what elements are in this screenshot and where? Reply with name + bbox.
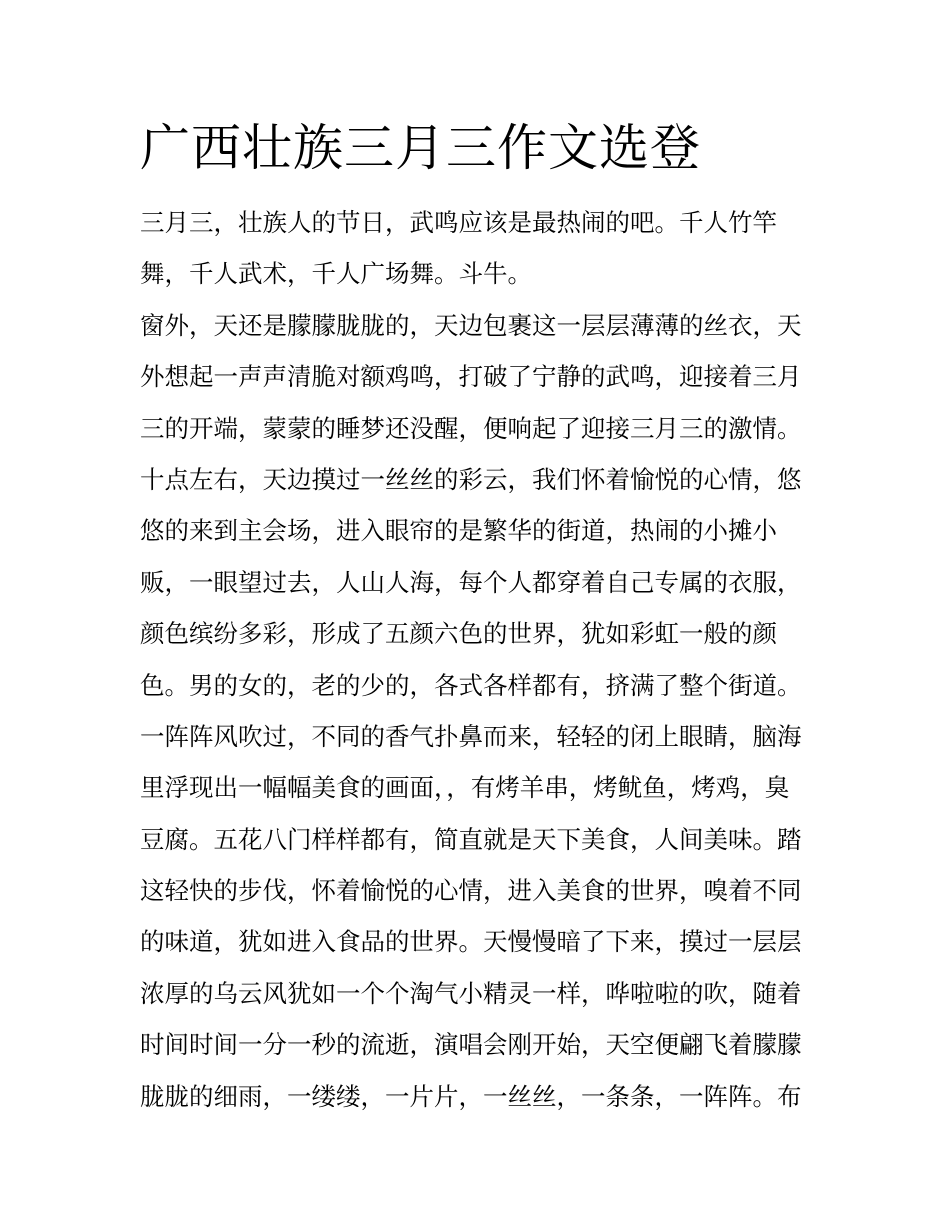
body-line: 十点左右，天边摸过一丝丝的彩云，我们怀着愉悦的心情，悠 — [140, 464, 802, 494]
body-line: 胧胧的细雨，一缕缕，一片片，一丝丝，一条条，一阵阵。布 — [140, 1081, 802, 1111]
document-body — [140, 200, 820, 1125]
body-line: 里浮现出一幅幅美食的画面，，有烤羊串，烤鱿鱼，烤鸡，臭 — [140, 773, 790, 803]
body-line: 三月三，壮族人的节日，武鸣应该是最热闹的吧。千人竹竿 — [140, 208, 777, 237]
body-line: 贩，一眼望过去，人山人海，每个人都穿着自己专属的衣服， — [140, 567, 802, 597]
body-line: 色。男的女的，老的少的，各式各样都有，挤满了整个街道。 — [140, 670, 802, 700]
document-title: 广西壮族三月三作文选登 — [140, 119, 701, 177]
body-line: 豆腐。五花八门样样都有，简直就是天下美食，人间美味。踏 — [140, 824, 802, 854]
body-line: 一阵阵风吹过，不同的香气扑鼻而来，轻轻的闭上眼睛，脑海 — [140, 721, 802, 751]
body-line: 的味道，犹如进入食品的世界。天慢慢暗了下来，摸过一层层 — [140, 927, 802, 957]
body-line: 这轻快的步伐，怀着愉悦的心情，进入美食的世界，嗅着不同 — [140, 876, 802, 906]
body-line: 外想起一声声清脆对额鸡鸣，打破了宁静的武鸣，迎接着三月 — [140, 362, 802, 392]
body-line: 三的开端，蒙蒙的睡梦还没醒，便响起了迎接三月三的激情。 — [140, 413, 802, 443]
body-line: 时间时间一分一秒的流逝，演唱会刚开始，天空便翩飞着朦朦 — [140, 1030, 802, 1060]
body-line: 窗外，天还是朦朦胧胧的，天边包裹这一层层薄薄的丝衣，天 — [140, 310, 802, 340]
body-line: 浓厚的乌云风犹如一个个淘气小精灵一样，哗啦啦的吹，随着 — [140, 978, 802, 1008]
body-line: 舞，千人武术，千人广场舞。斗牛。 — [140, 259, 532, 289]
body-line: 颜色缤纷多彩，形成了五颜六色的世界，犹如彩虹一般的颜 — [140, 619, 777, 649]
body-line: 悠的来到主会场，进入眼帘的是繁华的街道，热闹的小摊小 — [140, 516, 777, 546]
